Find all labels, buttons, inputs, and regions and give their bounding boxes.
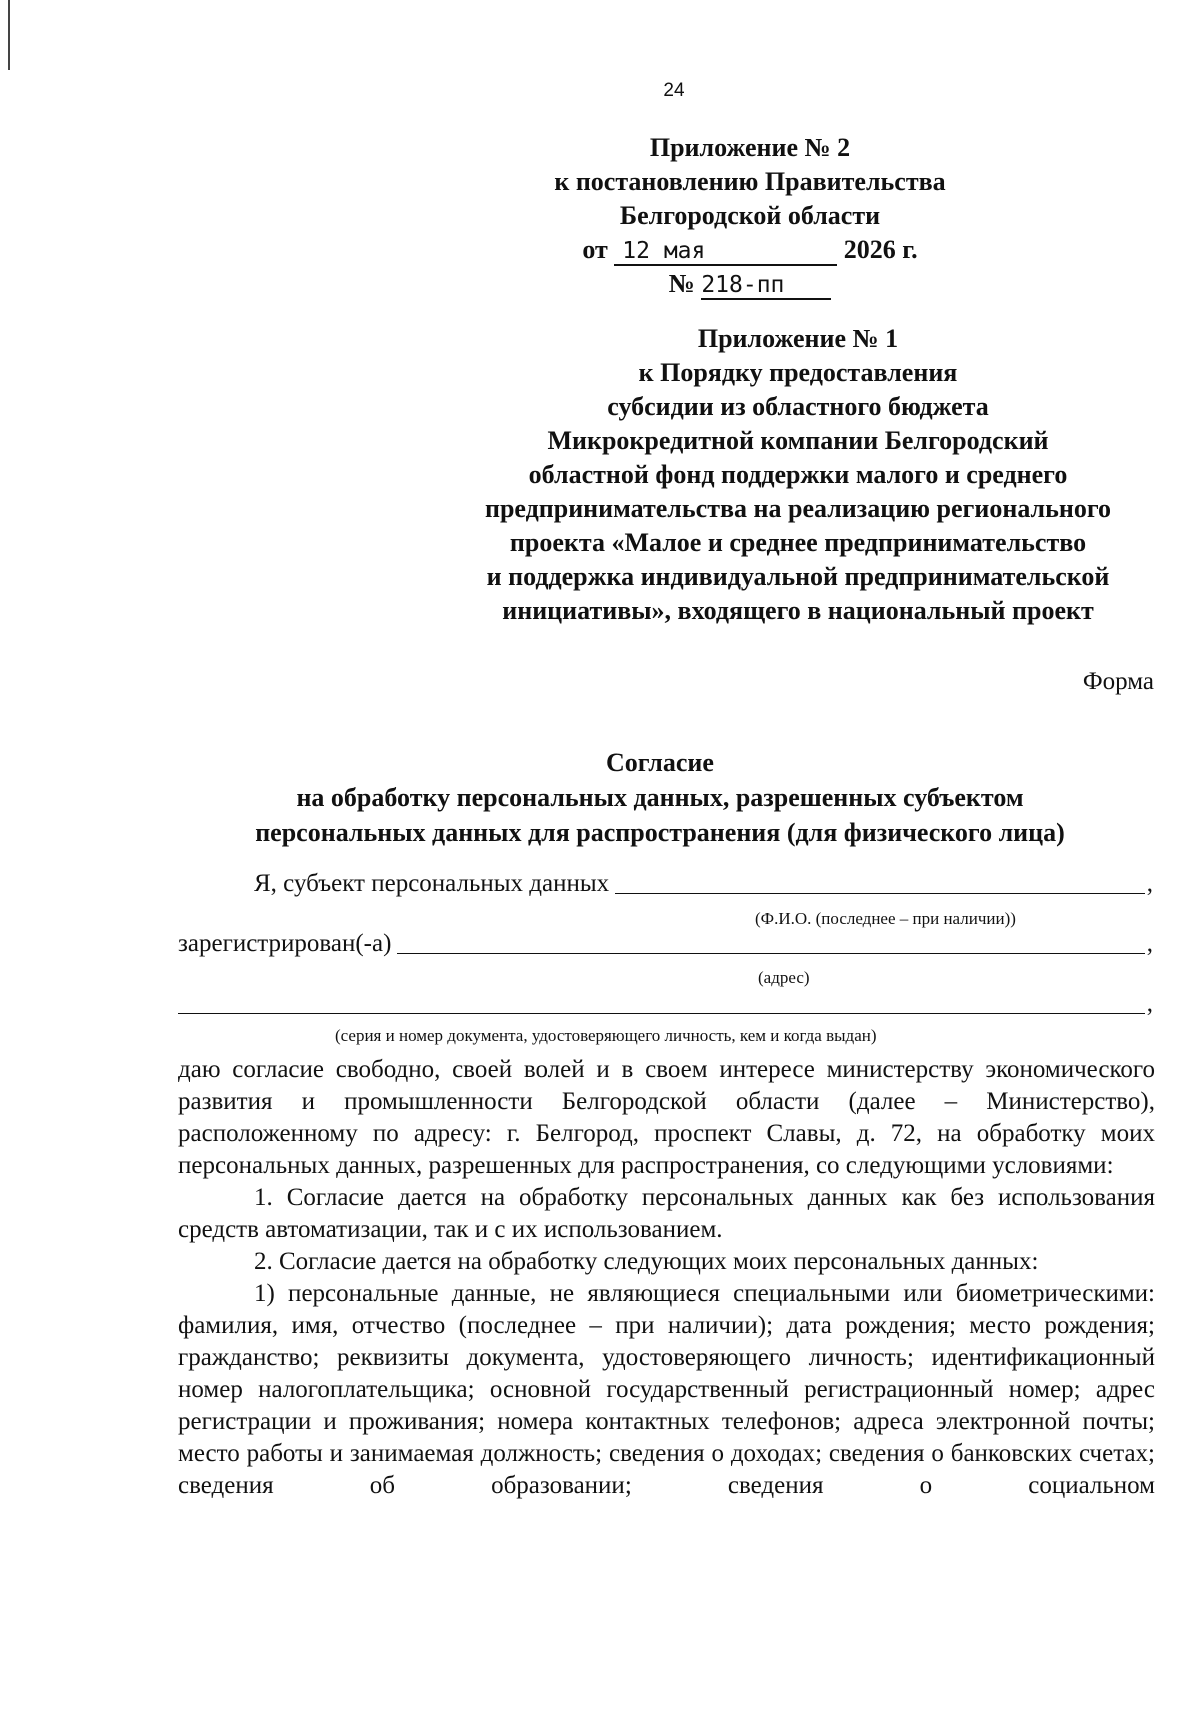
consent-body	[178, 1054, 1155, 1502]
page-number: 24	[663, 80, 685, 101]
address-label: зарегистрирован(-а)	[178, 930, 392, 957]
address-field	[178, 930, 1153, 958]
appendix-1-line: Микрокредитной компании Белгородский	[547, 426, 1049, 455]
id-document-blank[interactable]	[178, 991, 1145, 1014]
appendix-1-line: и поддержка индивидуальной предпринимательской	[486, 562, 1110, 591]
appendix-1-line: Приложение № 1	[697, 324, 899, 353]
subject-name-blank[interactable]	[615, 871, 1145, 894]
scan-edge-line	[8, 0, 10, 70]
document-title-line-2: на обработку персональных данных, разрешенных субъектом	[296, 783, 1024, 812]
appendix-1-line: областной фонд поддержки малого и среднего	[528, 460, 1068, 489]
order-date-line	[480, 233, 1020, 267]
appendix-1-line: субсидии из областного бюджета	[607, 392, 989, 421]
id-document-caption: (серия и номер документа, удостоверяющего личность, кем и когда выдан)	[335, 1026, 877, 1045]
paragraph-condition-2: 2. Согласие дается на обработку следующих моих персональных данных:	[254, 1248, 1039, 1275]
order-date-value: 12 мая	[614, 238, 837, 266]
appendix-1-line: инициативы», входящего в национальный проект	[502, 596, 1094, 625]
subject-name-caption: (Ф.И.О. (последнее – при наличии))	[755, 909, 1016, 928]
order-number-line	[480, 267, 1020, 301]
appendix-1-line: предпринимательства на реализацию регионального	[484, 494, 1112, 523]
address-blank[interactable]	[397, 931, 1144, 954]
paragraph-condition-1: 1. Согласие дается на обработку персональных данных как без использования средств автоматизации, так и с их использованием.	[178, 1184, 1155, 1243]
document-title	[160, 745, 1160, 850]
subject-name-field	[178, 870, 1153, 898]
appendix-1-line: проекта «Малое и среднее предпринимательство	[509, 528, 1087, 557]
paragraph-consent-intro: даю согласие свободно, своей волей и в своем интересе министерству экономического развития и промышленности Белгородской области (далее – Министерство), расположенному по адресу: г. Белгород, проспект Славы, д. 72, на обработку моих персональных данных, разрешенных для распространения, со следующими условиями:	[178, 1056, 1155, 1179]
subject-name-label: Я, субъект персональных данных	[254, 870, 610, 897]
appendix-2-line-1: к постановлению Правительства	[554, 167, 946, 196]
date-suffix: 2026 г.	[843, 235, 918, 264]
comma: ,	[1146, 870, 1153, 897]
address-caption: (адрес)	[758, 968, 810, 987]
paragraph-data-list: 1) персональные данные, не являющиеся специальными или биометрическими: фамилия, имя, отчество (последнее – при наличии); дата рождения; место рождения; гражданство; реквизиты документа, удостоверяющего личность; идентификационный номер налогоплательщика; основной государственный регистрационный номер; адрес регистрации и проживания; номера контактных телефонов; адреса электронной почты; место работы и занимаемая должность; сведения о доходах; сведения о банковских счетах; сведения об образовании; сведения о социальном	[178, 1280, 1155, 1499]
id-document-field	[178, 990, 1153, 1018]
appendix-2-line-2: Белгородской области	[619, 201, 881, 230]
document-title-line-3: персональных данных для распространения (для физического лица)	[255, 818, 1065, 847]
document-title-line-1: Согласие	[606, 748, 714, 777]
form-label: Форма	[1082, 668, 1154, 695]
number-prefix: №	[668, 269, 695, 298]
order-number-value: 218-пп	[701, 272, 831, 300]
appendix-1-header	[458, 322, 1138, 628]
date-prefix: от	[582, 235, 608, 264]
appendix-2-title: Приложение № 2	[649, 133, 851, 162]
appendix-1-line: к Порядку предоставления	[638, 358, 958, 387]
comma: ,	[1146, 930, 1153, 957]
comma: ,	[1146, 990, 1153, 1017]
appendix-2-header	[480, 131, 1020, 301]
